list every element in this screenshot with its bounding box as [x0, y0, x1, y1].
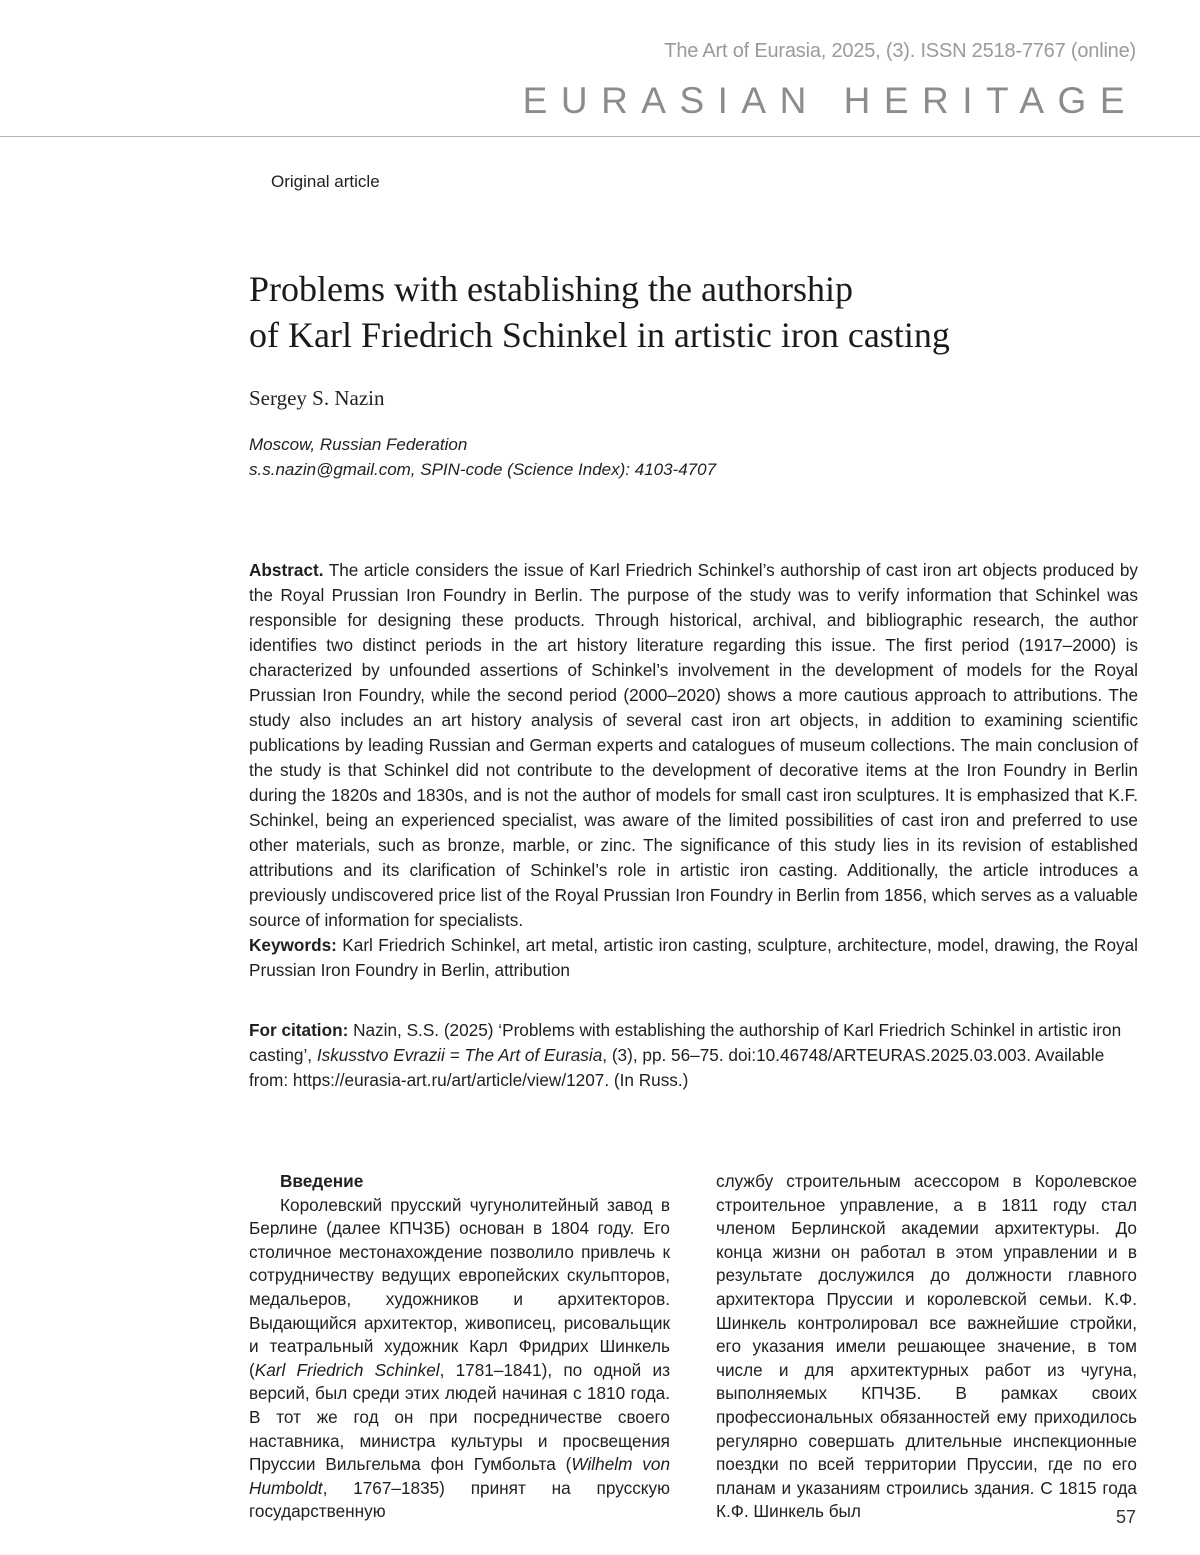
- page-number: 57: [1115, 1507, 1136, 1527]
- citation-block: [249, 1018, 1138, 1093]
- body-paragraph-right: службу строительным асессором в Королевское строительное управление, а в 1811 году стал членом Берлинской академии архитектуры. До конца жизни он работал в этом управлении и в результате дослужился до должности главного архитектора Пруссии и королевской семьи. К.Ф. Шинкель контролировал все важнейшие стройки, его указания имели решающее значение, в том числе и для архитектурных работ из чугуна, выполняемых КПЧЗБ. В рамках своих профессиональных обязанностей ему приходилось регулярно совершать длительные инспекционные поездки по всей территории Пруссии, где по его планам и указаниям строились здания. С 1815 года К.Ф. Шинкель был: [716, 1171, 1137, 1522]
- abstract-paragraph: [249, 558, 1138, 933]
- keywords-paragraph: [249, 933, 1138, 983]
- affiliation-contact: s.s.nazin@gmail.com, SPIN-code (Science Index): 4103-4707: [249, 460, 717, 479]
- keywords-label: Keywords:: [249, 935, 337, 955]
- journal-info: The Art of Eurasia, 2025, (3). ISSN 2518-7767 (online): [664, 40, 1136, 62]
- header-divider: [0, 136, 1200, 137]
- section-heading-introduction: Введение: [280, 1171, 364, 1191]
- left-text-a: Королевский прусский чугунолитейный завод в Берлине (далее КПЧЗБ) основан в 1804 году. Его столичное местонахождение позволило привлечь к сотрудничеству ведущих европейских скульпторов, медальеров, художников и архитекторов. Выдающийся архитектор, живописец, рисовальщик и театральный художник Карл Фридрих Шинкель (: [249, 1194, 670, 1380]
- article-title: [249, 266, 1149, 358]
- left-italic-2: Wilhelm von Humboldt: [249, 1454, 670, 1498]
- abstract-block: [249, 558, 1138, 983]
- citation-label: For citation:: [249, 1020, 349, 1040]
- title-line-2: of Karl Friedrich Schinkel in artistic iron casting: [249, 315, 950, 355]
- abstract-label: Abstract.: [249, 560, 324, 580]
- citation-journal: Iskusstvo Evrazii = The Art of Eurasia: [316, 1045, 603, 1065]
- affiliation-location: Moscow, Russian Federation: [249, 435, 468, 454]
- keywords-text: Karl Friedrich Schinkel, art metal, artistic iron casting, sculpture, architecture, model, drawing, the Royal Prussian Iron Foundry in Berlin, attribution: [249, 935, 1138, 980]
- citation-text-b: , (3), pp. 56–75. doi:10.46748/ARTEURAS.2025.03.003. Available from: https://eurasia-art.ru/art/article/view/1207. (In Russ.): [249, 1045, 1105, 1090]
- body-paragraph-left: [249, 1194, 670, 1524]
- section-title: EURASIAN HERITAGE: [522, 80, 1138, 121]
- title-line-1: Problems with establishing the authorship: [249, 269, 853, 309]
- author-affiliation: [249, 432, 716, 482]
- left-text-c: , 1767–1835) принят на прусскую государственную: [249, 1477, 670, 1522]
- left-italic-1: Karl Friedrich Schinkel: [254, 1359, 440, 1380]
- citation-text-a: Nazin, S.S. (2025) ‘Problems with establishing the authorship of Karl Friedrich Schinkel in artistic iron casting’,: [249, 1020, 1122, 1065]
- body-column-left: [249, 1170, 670, 1524]
- author-name: Sergey S. Nazin: [249, 386, 385, 410]
- body-column-right: [716, 1170, 1137, 1524]
- abstract-text: The article considers the issue of Karl Friedrich Schinkel’s authorship of cast iron art objects produced by the Royal Prussian Iron Foundry in Berlin. The purpose of the study was to verify information that Schinkel was responsible for designing these products. Through historical, archival, and bibliographic research, the author identifies two distinct periods in the art history literature regarding this issue. The first period (1917–2000) is characterized by unfounded assertions of Schinkel’s involvement in the development of models for the Royal Prussian Iron Foundry, while the second period (2000–2020) shows a more cautious approach to attributions. The study also includes an art history analysis of several cast iron art objects, in addition to examining scientific publications by leading Russian and German experts and catalogues of museum collections. The main conclusion of the study is that Schinkel did not contribute to the development of decorative items at the Iron Foundry in Berlin during the 1820s and 1830s, and is not the author of models for small cast iron sculptures. It is emphasized that K.F. Schinkel, being an experienced specialist, was aware of the limited possibilities of cast iron and preferred to use other materials, such as bronze, marble, or zinc. The significance of this study lies in its revision of established attributions and its clarification of Schinkel’s role in artistic iron casting. Additionally, the article introduces a previously undiscovered price list of the Royal Prussian Iron Foundry in Berlin from 1856, which serves as a valuable source of information for specialists.: [249, 560, 1138, 930]
- left-text-b: , 1781–1841), по одной из версий, был среди этих людей начиная с 1810 года. В тот же год он при посредничестве своего наставника, министра культуры и просвещения Пруссии Вильгельма фон Гумбольта (: [249, 1359, 670, 1475]
- article-type: Original article: [271, 172, 380, 191]
